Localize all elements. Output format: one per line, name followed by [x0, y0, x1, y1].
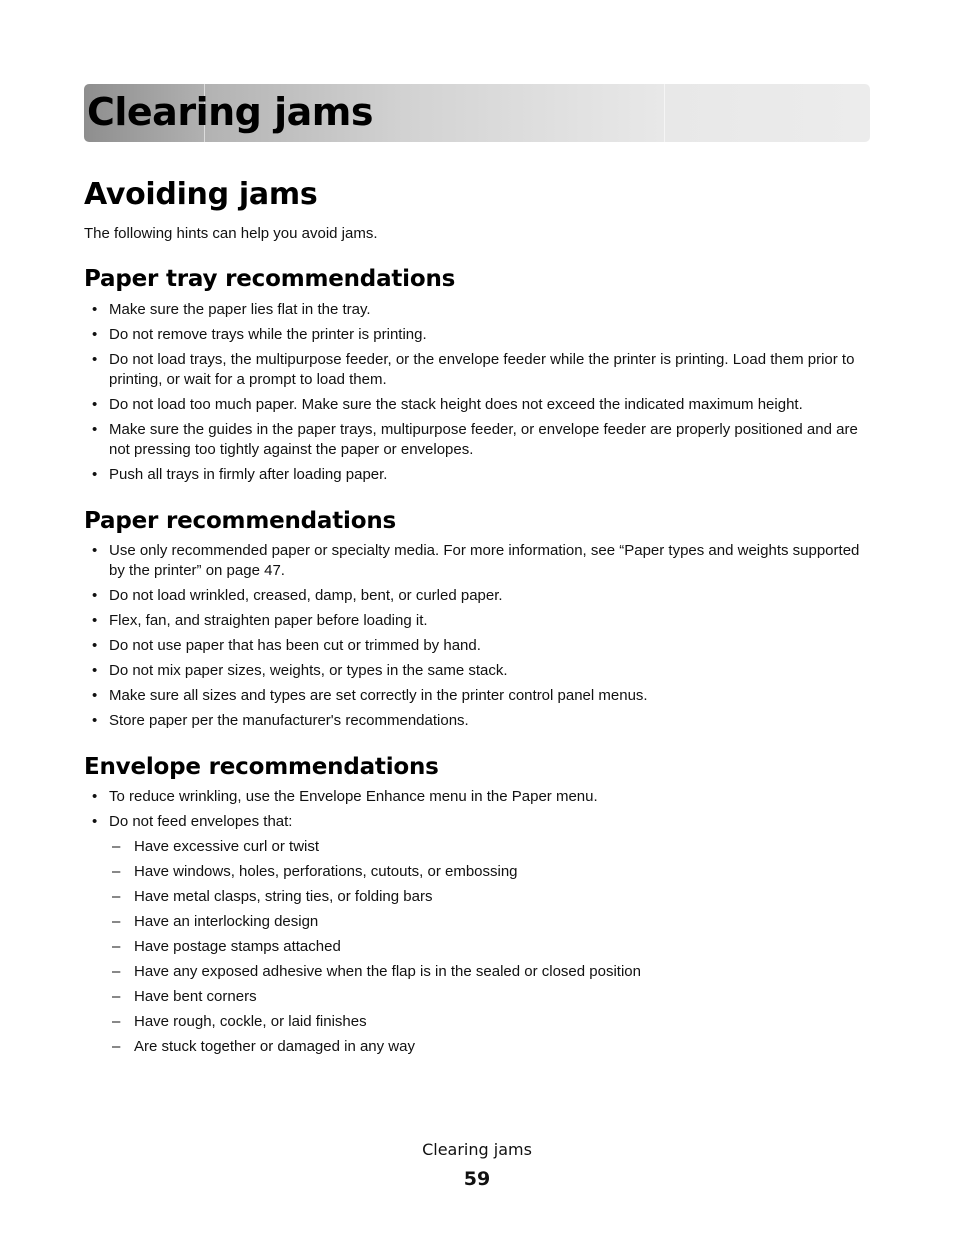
bullet-icon: • — [92, 662, 98, 679]
bullet-icon: • — [92, 542, 98, 559]
list-item: • Do not load trays, the multipurpose feeder, or the envelope feeder while the printer is printing. Load them prior to printing, or wait for a prompt to load them. — [92, 351, 855, 388]
section-title: Avoiding jams — [84, 177, 318, 212]
list-item: • Do not feed envelopes that: – Have excessive curl or twist – Have windows, holes, perforations, cutouts, or embossing – Have metal clasps, string ties, or folding bars – Have an interlocking design – Have postage stamps attached – Have any exposed adhesive when the flap is in the sealed or closed position – Have bent corners – Have rough, cockle, or laid finishes – Are stuck together or damaged in any way — [84, 812, 874, 1057]
list-item: • Do not remove trays while the printer is printing. — [92, 326, 427, 343]
chapter-title: Clearing jams — [87, 90, 373, 134]
dash-icon: – — [112, 838, 121, 855]
list-item: – Have windows, holes, perforations, cutouts, or embossing — [112, 863, 518, 880]
list-item: • Make sure the paper lies flat in the tray. — [92, 301, 371, 318]
bullet-icon: • — [92, 637, 98, 654]
paper-heading: Paper recommendations — [84, 508, 396, 534]
bullet-icon: • — [92, 813, 98, 830]
list-item: • To reduce wrinkling, use the Envelope Enhance menu in the Paper menu. — [92, 788, 598, 805]
bullet-icon: • — [92, 612, 98, 629]
list-item: – Have any exposed adhesive when the flap is in the sealed or closed position — [112, 963, 641, 980]
list-item: • Flex, fan, and straighten paper before loading it. — [92, 612, 428, 629]
section-intro: The following hints can help you avoid jams. — [84, 225, 378, 242]
list-item: • Make sure the guides in the paper trays, multipurpose feeder, or envelope feeder are properly positioned and are not pressing too tightly against the paper or envelopes. — [92, 421, 858, 458]
list-item: • Do not load wrinkled, creased, damp, bent, or curled paper. — [92, 587, 503, 604]
list-item: • Do not use paper that has been cut or trimmed by hand. — [92, 637, 481, 654]
dash-icon: – — [112, 888, 121, 905]
bullet-icon: • — [92, 351, 98, 368]
dash-icon: – — [112, 938, 121, 955]
list-item: – Have an interlocking design — [112, 913, 319, 930]
list-item: • Store paper per the manufacturer's recommendations. — [92, 712, 469, 729]
envelope-heading: Envelope recommendations — [84, 754, 439, 780]
list-item: – Have postage stamps attached — [112, 938, 341, 955]
list-item: – Have rough, cockle, or laid finishes — [112, 1013, 367, 1030]
list-item: – Have excessive curl or twist — [112, 838, 320, 855]
envelope-list — [84, 787, 874, 1062]
envelope-sublist — [109, 837, 874, 1057]
dash-icon: – — [112, 1038, 121, 1055]
list-item: • Make sure all sizes and types are set correctly in the printer control panel menus. — [92, 687, 648, 704]
list-item: – Are stuck together or damaged in any way — [112, 1038, 415, 1055]
list-item: – Have metal clasps, string ties, or folding bars — [112, 888, 433, 905]
paper-list — [84, 541, 874, 736]
bullet-icon: • — [92, 687, 98, 704]
bullet-icon: • — [92, 421, 98, 438]
list-item: • Do not mix paper sizes, weights, or types in the same stack. — [92, 662, 508, 679]
dash-icon: – — [112, 963, 121, 980]
bullet-icon: • — [92, 712, 98, 729]
bullet-icon: • — [92, 466, 98, 483]
footer-chapter-title: Clearing jams — [422, 1140, 532, 1159]
page-number: 59 — [463, 1168, 491, 1190]
bullet-icon: • — [92, 301, 98, 318]
paper-tray-list — [84, 300, 874, 490]
bullet-icon: • — [92, 788, 98, 805]
dash-icon: – — [112, 913, 121, 930]
bullet-icon: • — [92, 396, 98, 413]
list-item: • Use only recommended paper or specialty media. For more information, see “Paper types and weights supported by the printer” on page 47. — [92, 542, 860, 579]
dash-icon: – — [112, 988, 121, 1005]
paper-tray-heading: Paper tray recommendations — [84, 266, 456, 292]
dash-icon: – — [112, 1013, 121, 1030]
banner-divider — [664, 84, 665, 142]
list-item: • Push all trays in firmly after loading paper. — [92, 466, 388, 483]
bullet-icon: • — [92, 326, 98, 343]
list-item: – Have bent corners — [112, 988, 257, 1005]
bullet-icon: • — [92, 587, 98, 604]
dash-icon: – — [112, 863, 121, 880]
list-item: • Do not load too much paper. Make sure the stack height does not exceed the indicated maximum height. — [92, 396, 803, 413]
